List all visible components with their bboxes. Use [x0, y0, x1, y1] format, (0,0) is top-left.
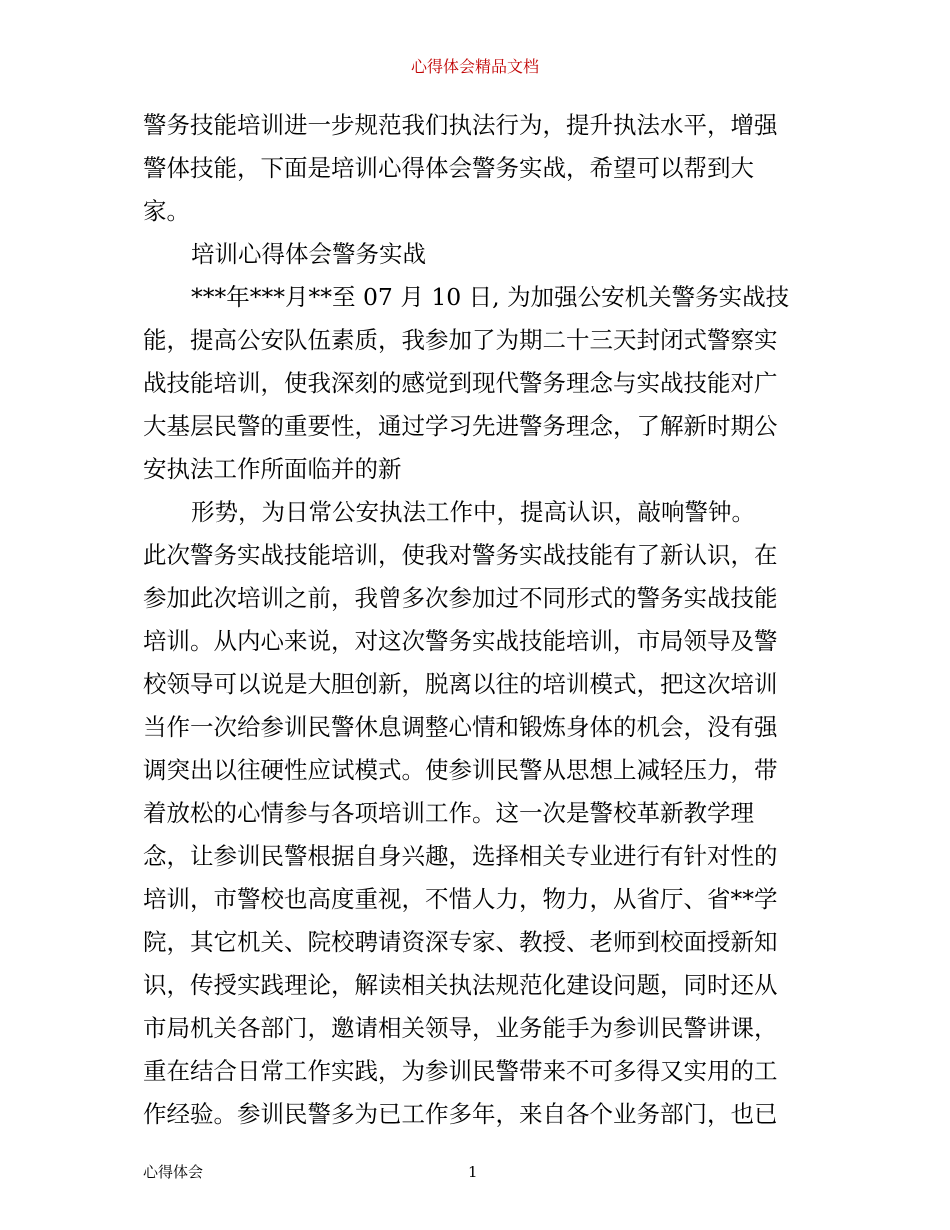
body-line: 作经验。参训民警多为已工作多年，来自各个业务部门，也已 — [143, 1100, 778, 1128]
body-line: 识，传授实践理论，解读相关执法规范化建设问题，同时还从 — [143, 971, 778, 999]
body-line: 培训，市警校也高度重视，不惜人力，物力，从省厅、省**学 — [143, 885, 778, 913]
document-header-title: 心得体会精品文档 — [410, 57, 539, 76]
footer-label: 心得体会 — [143, 1163, 204, 1181]
body-line: 此次警务实战技能培训，使我对警务实战技能有了新认识，在 — [143, 541, 778, 569]
document-body — [143, 104, 815, 1136]
body-line: 警体技能，下面是培训心得体会警务实战，希望可以帮到大 — [143, 154, 754, 182]
body-line: 重在结合日常工作实践，为参训民警带来不可多得又实用的工 — [143, 1057, 778, 1085]
body-line: 培训。从内心来说，对这次警务实战技能培训，市局领导及警 — [143, 627, 778, 655]
body-line: 当作一次给参训民警休息调整心情和锻炼身体的机会，没有强 — [143, 713, 778, 741]
body-line: 大基层民警的重要性，通过学习先进警务理念，了解新时期公 — [143, 412, 778, 440]
body-line: 市局机关各部门，邀请相关领导，业务能手为参训民警讲课， — [143, 1014, 778, 1042]
body-line: ***年***月**至 07 月 10 日, 为加强公安机关警务实战技 — [191, 283, 790, 311]
body-line: 着放松的心情参与各项培训工作。这一次是警校革新教学理 — [143, 799, 754, 827]
body-line: 院，其它机关、院校聘请资深专家、教授、老师到校面授新知 — [143, 928, 778, 956]
body-line: 调突出以往硬性应试模式。使参训民警从思想上减轻压力，带 — [143, 756, 778, 784]
body-line: 能，提高公安队伍素质，我参加了为期二十三天封闭式警察实 — [143, 326, 778, 354]
body-line: 家。 — [143, 197, 190, 225]
body-line: 警务技能培训进一步规范我们执法行为，提升执法水平，增强 — [143, 111, 778, 139]
body-line: 念，让参训民警根据自身兴趣，选择相关专业进行有针对性的 — [143, 842, 778, 870]
body-line: 校领导可以说是大胆创新，脱离以往的培训模式，把这次培训 — [143, 670, 778, 698]
body-line: 参加此次培训之前，我曾多次参加过不同形式的警务实战技能 — [143, 584, 778, 612]
page-number: 1 — [468, 1163, 478, 1181]
body-line: 安执法工作所面临并的新 — [143, 455, 402, 483]
section-heading: 培训心得体会警务实战 — [191, 240, 426, 268]
body-line: 形势，为日常公安执法工作中，提高认识，敲响警钟。 — [191, 498, 755, 526]
body-line: 战技能培训，使我深刻的感觉到现代警务理念与实战技能对广 — [143, 369, 778, 397]
